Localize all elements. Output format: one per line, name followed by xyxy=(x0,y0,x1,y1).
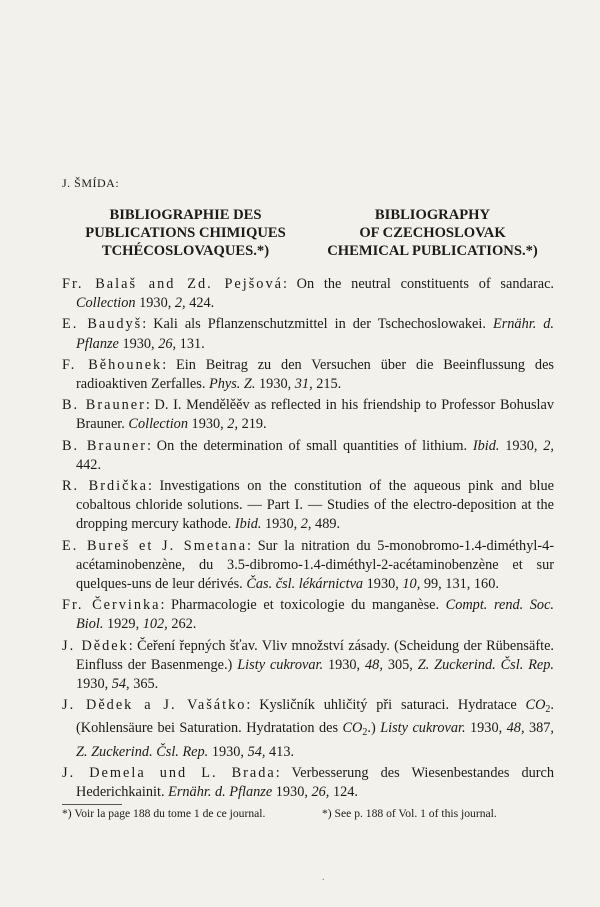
footnote-french: *) Voir la page 188 du tome 1 de ce journal. xyxy=(62,807,266,820)
entry-author: B. Brauner xyxy=(62,397,146,414)
page-mark: . xyxy=(322,872,325,883)
entry-text: 1930, xyxy=(272,784,312,801)
bilingual-title xyxy=(62,206,556,260)
entry-citation-italic: 54, xyxy=(111,676,130,693)
entry-author: J. Dědek xyxy=(62,637,129,654)
title-english xyxy=(309,206,556,260)
bibliography-entry xyxy=(62,537,554,595)
entry-citation-italic: 54, xyxy=(247,743,266,760)
entry-text: 219. xyxy=(238,416,267,433)
title-french-line: BIBLIOGRAPHIE DES xyxy=(109,207,262,223)
entry-citation-italic: 2, xyxy=(543,437,554,454)
entry-text: 1930, xyxy=(465,720,507,737)
entry-citation-italic: 2, xyxy=(174,295,186,312)
entry-text: 489. xyxy=(311,516,341,533)
title-english-line: BIBLIOGRAPHY xyxy=(374,207,491,223)
entry-citation-italic: 48, xyxy=(506,720,525,737)
entry-citation-italic: Z. Zuckerind. Čsl. Rep. xyxy=(417,656,554,673)
entry-citation-italic: 26, xyxy=(311,784,330,801)
entry-text: . (Kohlensäure bei Saturation. Hydratation des xyxy=(76,697,554,737)
entry-citation-italic: 26, xyxy=(158,335,177,352)
entry-text: : Investigations on the constitution of the aqueous pink and blue cobaltous chloride solutions. — Part I. — Studies of the electro-deposition at the dropping mercury kathode. xyxy=(76,478,554,533)
entry-citation-italic: Listy cukrovar. xyxy=(380,720,466,737)
entry-author: J. Dědek a J. Vašátko xyxy=(62,697,247,714)
entry-text: 1930, xyxy=(363,576,403,593)
entry-citation-italic: CO xyxy=(342,720,363,737)
bibliography-entry xyxy=(62,437,554,475)
entry-citation-italic: Z. Zuckerind. Čsl. Rep. xyxy=(76,743,209,760)
entry-text: 99, 131, 160. xyxy=(420,576,499,593)
entry-text: 365. xyxy=(129,676,159,693)
entry-citation-italic: Ibid. xyxy=(234,516,262,533)
bibliography-entry xyxy=(62,356,554,394)
entry-text: : D. I. Mendělěěv as reflected in his friendship to Professor Bohuslav Brauner. xyxy=(76,397,555,433)
entry-text: 1930, xyxy=(261,516,301,533)
entry-text: 1930, xyxy=(499,437,544,454)
entry-citation-italic: Collection xyxy=(128,416,188,433)
bibliography-entry xyxy=(62,696,554,762)
entry-text: : Čeření řepných šťav. Vliv množství zásady. (Scheidung der Rübensäfte. Einfluss der Basenmenge.) xyxy=(76,637,554,673)
title-french-line: TCHÉCOSLOVAQUES.*) xyxy=(101,243,270,259)
entry-text: .) xyxy=(367,720,381,737)
entry-citation-italic: 102, xyxy=(142,616,168,633)
entry-citation-italic: 2, xyxy=(227,416,239,433)
bibliography-entry xyxy=(62,637,554,695)
bibliography-entry xyxy=(62,477,554,535)
entry-text: 1930, xyxy=(135,295,175,312)
entry-citation-italic: Ibid. xyxy=(472,437,500,454)
title-english-line: OF CZECHOSLOVAK xyxy=(359,225,506,241)
bibliography-entry xyxy=(62,275,554,313)
title-french-line: PUBLICATIONS CHIMIQUES xyxy=(85,225,286,241)
entry-text: 1930, xyxy=(255,376,295,393)
entry-citation-italic: Ernähr. d. Pflanze xyxy=(76,316,554,352)
title-french xyxy=(62,206,309,260)
entry-text: : On the determination of small quantities of lithium. xyxy=(146,437,473,454)
bibliography-list xyxy=(62,275,554,804)
entry-author: B. Brauner xyxy=(62,437,147,454)
entry-text: 215. xyxy=(312,376,342,393)
entry-text: : Pharmacologie et toxicologie du manganèse. xyxy=(160,597,446,614)
entry-text: 1930, xyxy=(187,416,228,433)
entry-author: E. Bureš et J. Smetana xyxy=(62,537,248,554)
entry-text: 387, xyxy=(524,720,554,737)
entry-citation-italic: 31, xyxy=(294,376,313,393)
entry-text: : On the neutral constituents of sandarac. xyxy=(282,276,554,292)
entry-text: : Sur la nitration du 5-monobromo-1.4-diméthyl-4-acétaminobenzène, du 3.5-dibromo-1.4-diméthyl-2-acétaminobenzène et sur quelques-uns de leur dérivés. xyxy=(76,537,554,593)
footnote-english: *) See p. 188 of Vol. 1 of this journal. xyxy=(322,807,497,820)
entry-citation-italic: Compt. rend. Soc. Biol. xyxy=(76,597,554,633)
entry-text: 305, xyxy=(382,656,418,673)
footnotes xyxy=(62,806,554,822)
entry-subscript: 2 xyxy=(545,704,551,716)
entry-citation-italic: 10, xyxy=(402,576,421,593)
entry-text: : Ein Beitrag zu den Versuchen über die Beeinflussung des radioaktiven Zerfalles. xyxy=(76,356,554,393)
entry-text: 262. xyxy=(167,616,197,633)
entry-text: 413. xyxy=(265,743,295,760)
title-english-line: CHEMICAL PUBLICATIONS.*) xyxy=(327,243,538,259)
entry-author: J. Demela und L. Brada xyxy=(62,764,276,781)
entry-text: 424. xyxy=(185,295,215,312)
entry-text: 1930, xyxy=(323,656,366,673)
entry-text: : Kysličník uhličitý při saturaci. Hydratace xyxy=(246,697,526,714)
entry-text: 442. xyxy=(76,456,102,473)
bibliography-entry xyxy=(62,315,554,353)
entry-citation-italic: Ernähr. d. Pflanze xyxy=(168,784,273,801)
entry-citation-italic: Listy cukrovar. xyxy=(237,656,324,673)
entry-text: 131. xyxy=(176,335,205,352)
entry-citation-italic: Čas. čsl. lékárnictva xyxy=(246,576,364,593)
entry-subscript: 2 xyxy=(362,727,368,739)
entry-text: 1930, xyxy=(208,743,248,760)
entry-citation-italic: Phys. Z. xyxy=(208,376,256,393)
entry-citation-italic: CO xyxy=(525,697,546,714)
entry-text: : Verbesserung des Wiesenbestandes durch Hederichkainit. xyxy=(76,764,555,801)
entry-citation-italic: Collection xyxy=(76,295,136,312)
entry-author: Fr. Červinka xyxy=(62,597,161,614)
entry-author: R. Brdička xyxy=(62,478,148,495)
entry-author: Fr. Balaš and Zd. Pejšová xyxy=(62,276,283,292)
bibliography-entry xyxy=(62,596,554,634)
entry-text: 124. xyxy=(329,784,358,801)
section-author-heading: J. ŠMÍDA: xyxy=(62,176,120,190)
entry-author: E. Baudyš xyxy=(62,316,143,333)
entry-text: 1930, xyxy=(76,676,112,693)
footnote-rule xyxy=(62,804,122,805)
entry-text: 1930, xyxy=(118,335,159,352)
bibliography-entry xyxy=(62,396,554,434)
entry-citation-italic: 48, xyxy=(365,656,383,673)
entry-text: : Kali als Pflanzenschutzmittel in der Tschechoslowakei. xyxy=(142,316,493,333)
entry-citation-italic: 2, xyxy=(300,516,312,533)
entry-author: F. Běhounek xyxy=(62,356,163,373)
entry-text: 1929, xyxy=(103,616,143,633)
bibliography-entry xyxy=(62,764,554,802)
